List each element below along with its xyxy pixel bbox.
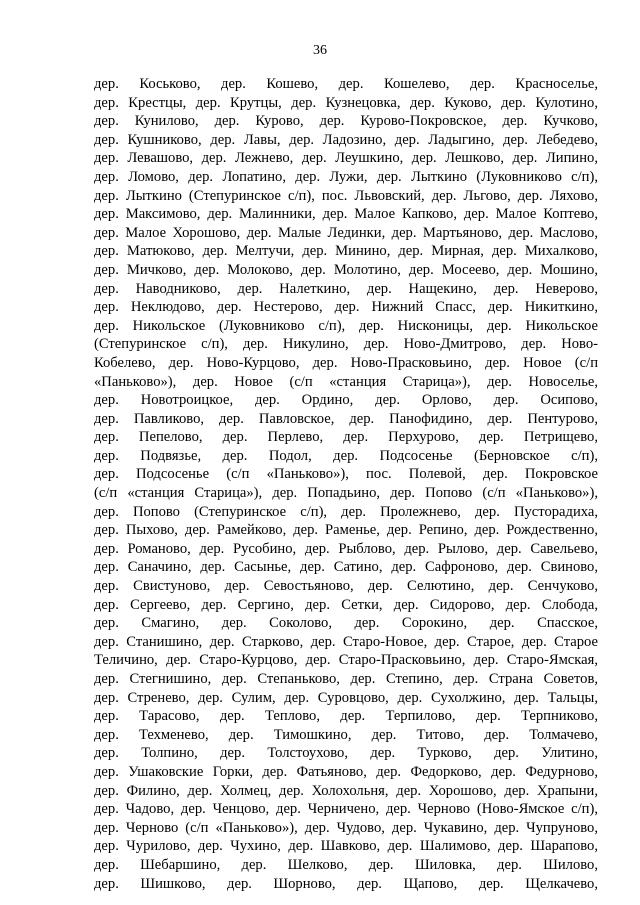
text-line: дер. Техменево, дер. Тимошкино, дер. Титово, дер. Толмачево, [94, 726, 598, 743]
text-line: дер. Наводниково, дер. Налеткино, дер. Нащекино, дер. Неверово, [94, 280, 598, 297]
text-line: дер. Станишино, дер. Старково, дер. Старо-Новое, дер. Старое, дер. Старое [94, 633, 598, 650]
text-line: дер. Мичково, дер. Молоково, дер. Молотино, дер. Мосеево, дер. Мошино, [94, 261, 598, 278]
text-line: дер. Ушаковские Горки, дер. Фатьяново, дер. Федорково, дер. Федурново, [94, 763, 598, 780]
text-line: дер. Кушниково, дер. Лавы, дер. Ладозино, дер. Ладыгино, дер. Лебедево, [94, 131, 598, 148]
text-line: дер. Романово, дер. Русобино, дер. Рыблово, дер. Рылово, дер. Савельево, [94, 540, 598, 557]
text-line: дер. Попово (Степуринское с/п), дер. Пролежнево, дер. Пусторадиха, [94, 503, 598, 520]
text-line: дер. Шишково, дер. Шорново, дер. Щапово, дер. Щелкачево, [94, 875, 598, 892]
text-line: дер. Малое Хорошово, дер. Малые Лединки, дер. Мартьяново, дер. Маслово, [94, 224, 598, 241]
text-line: дер. Крестцы, дер. Крутцы, дер. Кузнецовка, дер. Куково, дер. Кулотино, [94, 94, 598, 111]
text-line: дер. Свистуново, дер. Севостьяново, дер. Селютино, дер. Сенчуково, [94, 578, 598, 595]
text-line: дер. Сергеево, дер. Сергино, дер. Сетки, дер. Сидорово, дер. Слобода, [94, 596, 598, 613]
text-line: дер. Черново (с/п «Паньково»), дер. Чудово, дер. Чукавино, дер. Чупруново, [94, 819, 598, 836]
text-line: дер. Ломово, дер. Лопатино, дер. Лужи, дер. Лыткино (Луковниково с/п), [94, 168, 598, 185]
text-line: дер. Филино, дер. Холмец, дер. Холохольня, дер. Хорошово, дер. Храпыни, [94, 782, 598, 799]
text-line: дер. Чадово, дер. Ченцово, дер. Черничено, дер. Черново (Ново-Ямское с/п), [94, 801, 598, 818]
text-line: Кобелево, дер. Ново-Курцово, дер. Ново-Прасковьино, дер. Новое (с/п [94, 354, 598, 371]
text-line: дер. Тарасово, дер. Теплово, дер. Терпилово, дер. Терпниково, [94, 708, 598, 725]
text-line: дер. Лыткино (Степуринское с/п), пос. Львовский, дер. Льгово, дер. Ляхово, [94, 187, 598, 204]
text-line: дер. Стегнишино, дер. Степаньково, дер. Степино, дер. Страна Советов, [94, 671, 598, 687]
text-line: дер. Максимово, дер. Малинники, дер. Малое Капково, дер. Малое Коптево, [94, 206, 598, 223]
text-line: дер. Шебаршино, дер. Шелково, дер. Шиловка, дер. Шилово, [94, 856, 598, 873]
text-line: дер. Левашово, дер. Лежнево, дер. Леушкино, дер. Лешково, дер. Липино, [94, 150, 598, 167]
text-line: дер. Кунилово, дер. Курово, дер. Курово-Покровское, дер. Кучково, [94, 113, 598, 130]
text-line: дер. Никольское (Луковниково с/п), дер. Нисконицы, дер. Никольское [94, 317, 598, 334]
text-line: (Степуринское с/п), дер. Никулино, дер. Ново-Дмитрово, дер. Ново- [94, 336, 598, 353]
text-line: Теличино, дер. Старо-Курцово, дер. Старо-Прасковьино, дер. Старо-Ямская, [94, 652, 598, 669]
text-line: дер. Саначино, дер. Сасынье, дер. Сатино, дер. Сафроново, дер. Свиново, [94, 559, 598, 576]
text-line: дер. Павликово, дер. Павловское, дер. Панофидино, дер. Пентурово, [94, 410, 598, 427]
text-line: дер. Пепелово, дер. Перлево, дер. Перхурово, дер. Петрищево, [94, 429, 598, 446]
text-line: (с/п «станция Старица»), дер. Попадьино, дер. Попово (с/п «Паньково»), [94, 485, 598, 502]
text-line: дер. Стренево, дер. Сулим, дер. Суровцово, дер. Сухолжино, дер. Тальцы, [94, 689, 598, 706]
text-line: дер. Чурилово, дер. Чухино, дер. Шавково, дер. Шалимово, дер. Шарапово, [94, 838, 598, 855]
text-line: «Паньково»), дер. Новое (с/п «станция Старица»), дер. Новоселье, [94, 373, 598, 390]
text-line: дер. Матюково, дер. Мелтучи, дер. Минино, дер. Мирная, дер. Михалково, [94, 243, 598, 260]
text-line: дер. Новотроицкое, дер. Ордино, дер. Орлово, дер. Осипово, [94, 392, 598, 409]
page-number: 36 [313, 43, 327, 58]
text-line: дер. Толпино, дер. Толстоухово, дер. Турково, дер. Улитино, [94, 745, 598, 762]
text-line: дер. Подсосенье (с/п «Паньково»), пос. Полевой, дер. Покровское [94, 466, 598, 483]
text-line: дер. Смагино, дер. Соколово, дер. Сорокино, дер. Спасское, [94, 615, 598, 632]
text-line: дер. Коськово, дер. Кошево, дер. Кошелево, дер. Красноселье, [94, 76, 598, 92]
text-line: дер. Пыхово, дер. Рамейково, дер. Раменье, дер. Репино, дер. Рождественно, [94, 522, 598, 539]
text-line: дер. Неклюдово, дер. Нестерово, дер. Нижний Спасс, дер. Никиткино, [94, 299, 598, 316]
body-text [94, 75, 598, 893]
text-line: дер. Подвязье, дер. Подол, дер. Подсосенье (Берновское с/п), [94, 447, 598, 464]
